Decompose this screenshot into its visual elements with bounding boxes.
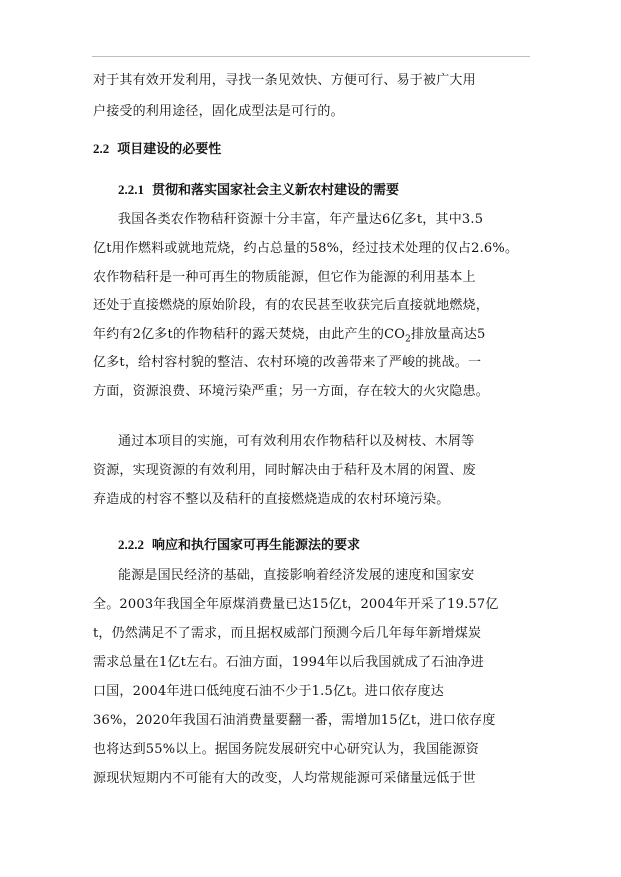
text-line: 资源，实现资源的有效利用，同时解决由于秸秆及木屑的闲置、废 xyxy=(93,463,476,478)
text-line: 亿多t，给村容村貌的整洁、农村环境的改善带来了严峻的挑战。一 xyxy=(93,355,482,370)
text-line: 36%，2020年我国石油消费量要翻一番，需增加15亿t，进口依存度 xyxy=(93,713,496,728)
section-title: 贯彻和落实国家社会主义新农村建设的需要 xyxy=(152,183,400,198)
text-line: t，仍然满足不了需求，而且据权威部门预测今后几年每年新增煤炭 xyxy=(93,626,482,641)
section-heading-2-2-1 xyxy=(118,182,399,199)
text-line xyxy=(93,327,486,343)
section-number: 2.2 xyxy=(93,141,110,156)
header-rule xyxy=(92,56,530,57)
text-line: 对于其有效开发利用，寻找一条见效快、方便可行、易于被广大用 xyxy=(93,73,476,88)
section-title: 响应和执行国家可再生能源法的要求 xyxy=(152,538,361,553)
text-line: 我国各类农作物秸秆资源十分丰富，年产量达6亿多t，其中3.5 xyxy=(118,212,484,227)
text-line: 口国，2004年进口低纯度石油不少于1.5亿t。进口依存度达 xyxy=(93,684,444,699)
text-line: 弃造成的村容不整以及秸秆的直接燃烧造成的农村环境污染。 xyxy=(93,492,450,507)
section-heading-2-2-2 xyxy=(118,537,360,554)
text-line: 也将达到55%以上。据国务院发展研究中心研究认为，我国能源资 xyxy=(93,742,479,757)
subscript: 2 xyxy=(405,334,412,345)
text-line: 亿t用作燃料或就地荒烧，约占总量的58%，经过技术处理的仅占2.6%。 xyxy=(93,241,519,256)
text-segment: 年约有2亿多t的作物秸秆的露天焚烧，由此产生的CO xyxy=(93,327,406,342)
text-line: 全。2003年我国全年原煤消费量已达15亿t，2004年开采了19.57亿 xyxy=(93,597,499,612)
section-number: 2.2.1 xyxy=(118,182,144,197)
text-line: 源现状短期内不可能有大的改变，人均常规能源可采储量远低于世 xyxy=(93,771,476,786)
text-line: 还处于直接燃烧的原始阶段，有的农民甚至收获完后直接就地燃烧， xyxy=(93,298,490,313)
text-segment: 排放量高达5 xyxy=(411,327,486,342)
section-title: 项目建设的必要性 xyxy=(117,142,222,157)
section-heading-2-2 xyxy=(93,141,221,158)
text-line: 需求总量在1亿t左右。石油方面，1994年以后我国就成了石油净进 xyxy=(93,655,484,670)
text-line: 能源是国民经济的基础，直接影响着经济发展的速度和国家安 xyxy=(118,568,475,583)
text-line: 方面，资源浪费、环境污染严重；另一方面，存在较大的火灾隐患。 xyxy=(93,384,490,399)
section-number: 2.2.2 xyxy=(118,537,144,552)
text-line: 通过本项目的实施，可有效利用农作物秸秆以及树枝、木屑等 xyxy=(118,434,475,449)
text-line: 农作物秸秆是一种可再生的物质能源，但它作为能源的利用基本上 xyxy=(93,270,476,285)
text-line: 户接受的利用途径，固化成型法是可行的。 xyxy=(93,104,344,119)
